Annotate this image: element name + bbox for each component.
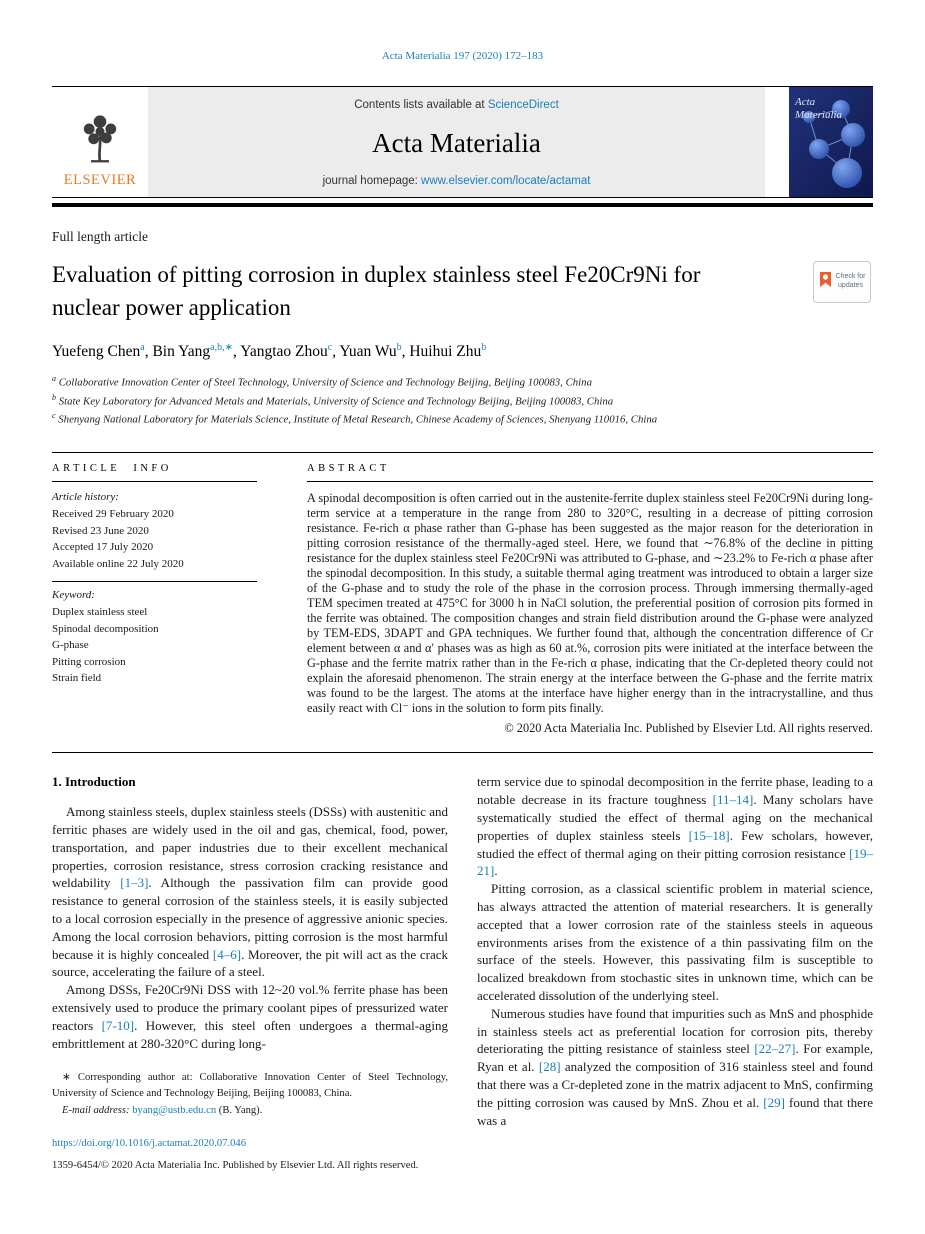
keyword-item: Duplex stainless steel (52, 606, 148, 619)
cover-title-line2: Materialia (795, 109, 843, 121)
citation-ref[interactable]: [19–21] (477, 845, 873, 879)
citation-ref[interactable]: [4–6] (212, 946, 242, 962)
paragraph: Numerous studies have found that impurities such as MnS and phosphide in stainless steels act as preferential location for corrosion pits, thereby deteriorating the pitting resistance of stainless steel [22–27]. For example, Ryan et al. [28] analyzed the composition of 316 stainless steel and found that there was a Cr-depleted zone in the matrix adjacent to MnS, confirming the pitting corrosion was caused by MnS. Zhou et al. [29] found that there was a (477, 1005, 874, 1128)
history-label: Article history: (52, 491, 119, 504)
history-item: Accepted 17 July 2020 (52, 541, 154, 554)
elsevier-wordmark: ELSEVIER (63, 172, 137, 188)
author-affil-link[interactable]: b (396, 342, 402, 354)
body-column-left (52, 773, 448, 1174)
abstract-text: A spinodal decomposition is often carried out in the austenite-ferrite duplex stainless steel Fe20Cr9Ni during long-term service at a temperature in the range from 280 to 320°C, resulting in a decrease of pitting corrosion resistance. Fe-rich α phase rather than G-phase has been suggested as the major reason for the deterioration in pitting corrosion resistance of the thermally-aged steel. Here, we found that ∼76.8% of the decline in pitting resistance for the duplex stainless steel Fe20Cr9Ni was attributed to G-phase, and ∼23.2% to Fe-rich α phase after the spinodal decomposition. In this study, a suitable thermal aging treatment was introduced to obtain a larger size of the G-phase and to study the role of the phase in the corrosion process. Through immersing thermally-aged TEM specimen treated at 475°C for 3000 h in NaCl solution, the preferential position of corrosion pits formed in the ferrite was obtained. The composition changes and strain field distribution around the G-phase were analyzed by TEM-EDS, 3DAPT and GPA techniques. We further found that, although the concentration difference of Cr element between α and α′ phases was as high as 60 at.%, corrosion pits were initiated at the interface between the G-phase and the ferrite matrix rather than in the Fe-rich α phase, indicating that the Cr-depleted theory could not explain the aforesaid phenomenon. The strain energy at the interface between the G-phase and the ferrite matrix was found to be the largest. The atoms at the interface have higher energy than in the intracrystalline, and thus easily react with Cl⁻ ions in the solution to form pits finally. (307, 491, 873, 716)
elsevier-tree-icon (73, 109, 127, 170)
paragraph: Among DSSs, Fe20Cr9Ni DSS with 12~20 vol.% ferrite phase has been extensively used to produce the primary coolant pipes of pressurized water reactors [7-10]. However, this steel often undergoes a thermal-aging embrittlement at 280-320°C during long- (52, 982, 449, 1051)
keyword-item: Pitting corrosion (52, 655, 126, 668)
cover-title-line1: Acta (795, 96, 816, 108)
author-affil-link[interactable]: c (327, 342, 333, 354)
affiliation-item: $^b$ State Key Laboratory for Advanced Metals and Materials, University of Science and Technology Beijing, Beijing 100083, China (52, 392, 614, 408)
author-affil-link[interactable]: a,b,∗ (210, 342, 233, 354)
issn-copyright-line: 1359-6454/© 2020 Acta Materialia Inc. Published by Elsevier Ltd. All rights reserved. (52, 1159, 419, 1171)
history-item: Received 29 February 2020 (52, 508, 174, 521)
homepage-link[interactable]: www.elsevier.com/locate/actamat (421, 175, 591, 187)
badge-text: Check for updates (835, 273, 866, 289)
keyword-item: Strain field (52, 672, 102, 685)
affiliation-item: $^a$ Collaborative Innovation Center of Steel Technology, University of Science and Technology Beijing, Beijing 100083, China (52, 374, 592, 390)
footnote-block (52, 1070, 448, 1119)
paragraph: term service due to spinodal decomposition in the ferrite phase, leading to a notable decrease in its fracture toughness [11–14]. Many scholars have systematically studied the effect of thermal aging on the mechanical properties of duplex stainless steels [15–18]. Few scholars, however, studied the effect of thermal aging on their pitting corrosion resistance [19–21]. (477, 774, 874, 879)
journal-masthead (52, 86, 873, 198)
email-suffix: (B. Yang). (216, 1105, 263, 1117)
title-row (52, 259, 873, 324)
header-citation[interactable]: Acta Materialia 197 (2020) 172–183 (381, 50, 544, 62)
email-line (52, 1103, 448, 1119)
check-for-updates-badge[interactable] (813, 261, 871, 303)
history-item: Available online 22 July 2020 (52, 557, 184, 570)
authors-line (52, 342, 873, 361)
citation-ref[interactable]: [28] (538, 1059, 561, 1075)
footer-block (52, 1135, 448, 1175)
abstract-heading: ABSTRACT (307, 463, 873, 482)
author: Yuefeng Chen$^a$, (52, 342, 153, 361)
corresponding-author-note: ∗ Corresponding author at: Collaborative Innovation Center of Steel Technology, University of Science and Technology Beijing, Beijing 100083, China. (52, 1072, 448, 1099)
history-item: Revised 23 June 2020 (52, 524, 149, 537)
keywords-label: Keyword: (52, 589, 95, 602)
abstract-copyright: © 2020 Acta Materialia Inc. Published by Elsevier Ltd. All rights reserved. (504, 721, 873, 736)
paragraph: Among stainless steels, duplex stainless steels (DSSs) with austenitic and ferritic phases are widely used in the oil and gas, chemical, food, power, transportation, and paper industries due to their excellent mechanical properties, corrosion resistance, stress corrosion cracking resistance and weldability [1–3]. Although the passivation film can provide good resistance to general corrosion of the stainless steels, it is easily subjected to a local corrosion especially in the presence of aggressive anionic species. Among the local corrosion behaviors, pitting corrosion is the most harmful because it is highly concealed [4–6]. Moreover, the pit will act as the crack source, accelerating the failure of a steel. (52, 804, 449, 980)
article-info-heading: ARTICLE INFO (52, 463, 257, 482)
crossmark-ribbon-icon (819, 271, 832, 294)
email-label: E-mail address: (62, 1105, 130, 1117)
masthead-thick-rule (52, 203, 873, 207)
paragraph: Pitting corrosion, as a classical scientific problem in material science, has always attracted the attention of material researchers. It is generally accepted that a lower corrosion rate of the stainless steels in aqueous environments arises from the existence of a thin passivating film on the surface of the steels. However, this passivating film is susceptible to localized breakdown from stochastic sites in unknown time, which can be accelerated dissolution of the underlying steel. (477, 881, 873, 1004)
article-type-label: Full length article (52, 229, 148, 244)
journal-title: Acta Materialia (372, 127, 541, 158)
author-affil-link[interactable]: b (481, 342, 487, 354)
affiliation-item: $^c$ Shenyang National Laboratory for Materials Science, Institute of Metal Research, Chinese Academy of Sciences, Shenyang 110016, China (52, 411, 658, 426)
citation-ref[interactable]: [22–27] (754, 1041, 796, 1057)
article-body (52, 773, 873, 1174)
info-abstract-section (52, 452, 873, 753)
elsevier-logo[interactable] (52, 87, 148, 197)
citation-ref[interactable]: [7-10] (101, 1017, 135, 1033)
doi-link[interactable]: https://doi.org/10.1016/j.actamat.2020.07.046 (52, 1137, 247, 1149)
email-link[interactable]: byang@ustb.edu.cn (132, 1105, 217, 1117)
article-info-column (52, 463, 257, 736)
homepage-prefix: journal homepage: (322, 175, 418, 187)
masthead-center-panel (148, 87, 765, 197)
abstract-column (307, 463, 873, 736)
affiliations (52, 373, 873, 428)
citation-ref[interactable]: [11–14] (712, 792, 754, 808)
article-title: Evaluation of pitting corrosion in duplex stainless steel Fe20Cr9Ni for nuclear power application (52, 262, 701, 320)
author-affil-link[interactable]: a (140, 342, 145, 354)
sciencedirect-link[interactable]: ScienceDirect (487, 99, 559, 111)
contents-line (156, 99, 757, 111)
keyword-item: G-phase (52, 639, 89, 652)
keyword-item: Spinodal decomposition (52, 622, 159, 635)
info-divider (52, 581, 257, 582)
body-column-right (477, 773, 873, 1174)
citation-ref[interactable]: [1–3] (120, 875, 149, 891)
citation-ref[interactable]: [15–18] (688, 827, 730, 843)
author: Bin Yang$^{a,b,∗}$, (152, 342, 241, 361)
contents-prefix: Contents lists available at (354, 99, 485, 111)
author: Yuan Wu$^b$, (339, 342, 410, 361)
citation-ref[interactable]: [29] (763, 1094, 785, 1110)
journal-cover-image[interactable] (789, 87, 873, 197)
author: Huihui Zhu$^b$ (409, 342, 487, 361)
section-heading-introduction: 1. Introduction (52, 774, 136, 790)
author: Yangtao Zhou$^c$, (240, 342, 340, 361)
homepage-line (156, 175, 757, 187)
